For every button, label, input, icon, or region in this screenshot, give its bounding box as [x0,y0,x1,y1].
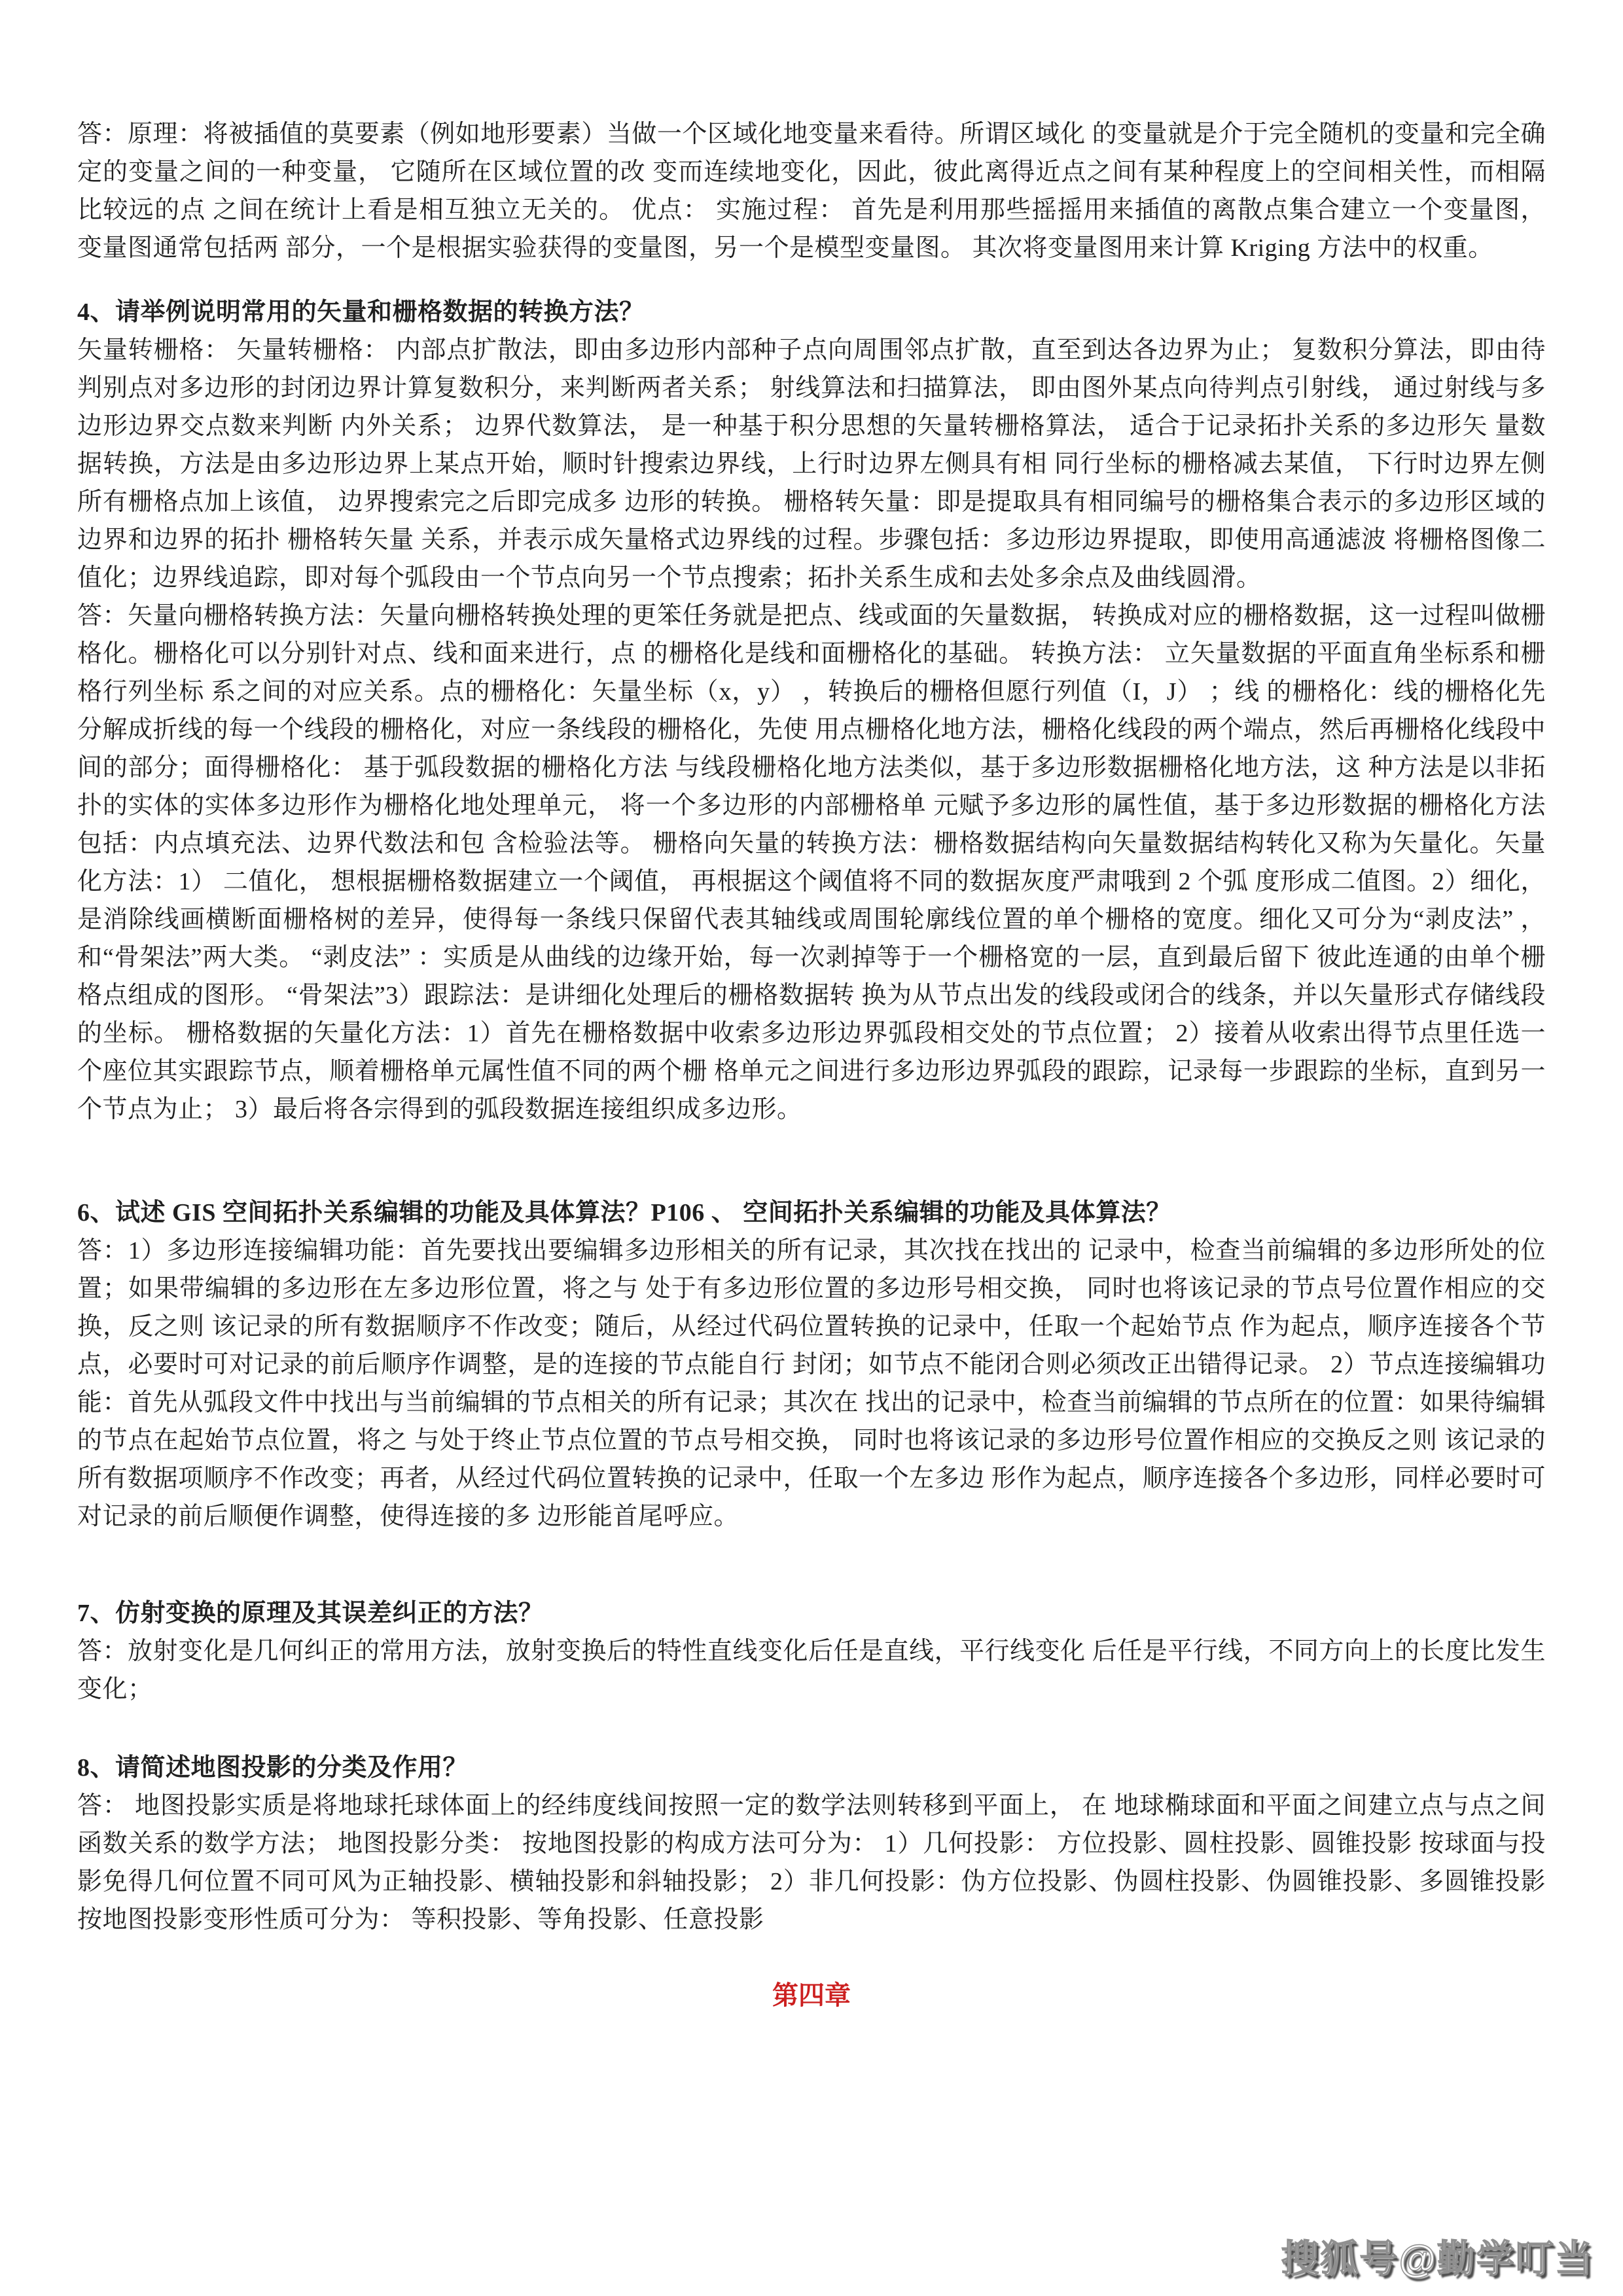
question-8-heading: 8、请简述地图投影的分类及作用？ [77,1754,469,1782]
question-7-answer: 答：放射变化是几何纠正的常用方法，放射变换后的特性直线变化后任是直线，平行线变化 后任是平行线，不同方向上的长度比发生变化； [77,1638,1546,1703]
question-4-answer-vector-to-raster: 矢量转栅格： 矢量转栅格： 内部点扩散法，即由多边形内部种子点向周围邻点扩散，直至到达各边界为止； 复数积分算法，即由待判别点对多边形的封闭边界计算复数积分，来判断两者关系； 射线算法和扫描算法， 即由图外某点向待判点引射线， 通过射线与多边形边界交点数来判断 内外关系； 边界代数算法， 是一种基于积分思想的矢量转栅格算法， 适合于记录拓扑关系的多边形矢 量数据转换，方法是由多边形边界上某点开始，顺时针搜索边界线，上行时边界左侧具有相 同行坐标的栅格减去某值， 下行时边界左侧所有栅格点加上该值， 边界搜索完之后即完成多 边形的转换。 栅格转矢量：即是提取具有相同编号的栅格集合表示的多边形区域的边界和边界的拓扑 栅格转矢量 关系，并表示成矢量格式边界线的过程。步骤包括：多边形边界提取，即使用高通滤波 将栅格图像二值化；边界线追踪，即对每个弧段由一个节点向另一个节点搜索；拓扑关系生成和去处多余点及曲线圆滑。 [77,336,1546,592]
question-4-heading: 4、请举例说明常用的矢量和栅格数据的转换方法？ [77,298,645,326]
answer-kriging-paragraph: 答：原理：将被插值的莫要素（例如地形要素）当做一个区域化地变量来看待。所谓区域化 的变量就是介于完全随机的变量和完全确定的变量之间的一种变量， 它随所在区域位置的改 变而连续地变化，因此，彼此离得近点之间有某种程度上的空间相关性，而相隔比较远的点 之间在统计上看是相互独立无关的。 优点： 实施过程： 首先是利用那些摇摇用来插值的离散点集合建立一个变量图， 变量图通常包括两 部分，一个是根据实验获得的变量图，另一个是模型变量图。 其次将变量图用来计算 Kriging 方法中的权重。 [77,120,1546,262]
question-6-answer: 答：1）多边形连接编辑功能：首先要找出要编辑多边形相关的所有记录，其次找在找出的 记录中，检查当前编辑的多边形所处的位置；如果带编辑的多边形在左多边形位置，将之与 处于有多边形位置的多边形号相交换， 同时也将该记录的节点号位置作相应的交换，反之则 该记录的所有数据顺序不作改变；随后，从经过代码位置转换的记录中，任取一个起始节点 作为起点，顺序连接各个节点，必要时可对记录的前后顺序作调整，是的连接的节点能自行 封闭；如节点不能闭合则必须改正出错得记录。 2）节点连接编辑功能：首先从弧段文件中找出与当前编辑的节点相关的所有记录；其次在 找出的记录中，检查当前编辑的节点所在的位置：如果待编辑的节点在起始节点位置，将之 与处于终止节点位置的节点号相交换， 同时也将该记录的多边形号位置作相应的交换反之则 该记录的所有数据项顺序不作改变；再者，从经过代码位置转换的记录中，任取一个左多边 形作为起点，顺序连接各个多边形，同样必要时可对记录的前后顺便作调整，使得连接的多 边形能首尾呼应。 [77,1237,1546,1530]
question-6-heading: 6、试述 GIS 空间拓扑关系编辑的功能及具体算法？P106 、 空间拓扑关系编辑的功能及具体算法？ [77,1199,1171,1227]
document-content [77,115,1546,2015]
question-7-heading: 7、仿射变换的原理及其误差纠正的方法？ [77,1600,544,1627]
question-4-answer-rasterization-methods: 答：矢量向栅格转换方法：矢量向栅格转换处理的更笨任务就是把点、线或面的矢量数据， 转换成对应的栅格数据，这一过程叫做栅格化。栅格化可以分别针对点、线和面来进行，点 的栅格化是线和面栅格化的基础。 转换方法： 立矢量数据的平面直角坐标系和栅格行列坐标 系之间的对应关系。点的栅格化：矢量坐标（x，y） ，转换后的栅格但愿行列值（I，J） ；线 的栅格化：线的栅格化先分解成折线的每一个线段的栅格化，对应一条线段的栅格化，先使 用点栅格化地方法，栅格化线段的两个端点，然后再栅格化线段中间的部分；面得栅格化： 基于弧段数据的栅格化方法 与线段栅格化地方法类似，基于多边形数据栅格化地方法，这 种方法是以非拓扑的实体的实体多边形作为栅格化地处理单元， 将一个多边形的内部栅格单 元赋予多边形的属性值，基于多边形数据的栅格化方法包括：内点填充法、边界代数法和包 含检验法等。 栅格向矢量的转换方法：栅格数据结构向矢量数据结构转化又称为矢量化。矢量化方法：1） 二值化， 想根据栅格数据建立一个阈值， 再根据这个阈值将不同的数据灰度严肃哦到 2 个弧 度形成二值图。2）细化，是消除线画横断面栅格树的差异，使得每一条线只保留代表其轴线或周围轮廓线位置的单个栅格的宽度。细化又可分为“剥皮法” ，和“骨架法”两大类。 “剥皮法” ：实质是从曲线的边缘开始，每一次剥掉等于一个栅格宽的一层，直到最后留下 彼此连通的由单个栅格点组成的图形。 “骨架法”3）跟踪法：是讲细化处理后的栅格数据转 换为从节点出发的线段或闭合的线条，并以矢量形式存储线段的坐标。 栅格数据的矢量化方法：1）首先在栅格数据中收索多边形边界弧段相交处的节点位置； 2）接着从收索出得节点里任选一个座位其实跟踪节点，顺着栅格单元属性值不同的两个栅 格单元之间进行多边形边界弧段的跟踪，记录每一步跟踪的坐标，直到另一个节点为止； 3）最后将各宗得到的弧段数据连接组织成多边形。 [77,602,1546,1123]
chapter-4-title: 第四章 [772,1981,851,2010]
watermark-sohu-account: 搜狐号@勤学叮当 [1281,2238,1594,2280]
question-8-answer: 答： 地图投影实质是将地球托球体面上的经纬度线间按照一定的数学法则转移到平面上， 在 地球椭球面和平面之间建立点与点之间函数关系的数学方法； 地图投影分类： 按地图投影的构成方法可分为： 1）几何投影： 方位投影、圆柱投影、圆锥投影 按球面与投影免得几何位置不同可风为正轴投影、横轴投影和斜轴投影； 2）非几何投影：伪方位投影、伪圆柱投影、伪圆锥投影、多圆锥投影 按地图投影变形性质可分为： 等积投影、等角投影、任意投影 [77,1792,1546,1933]
